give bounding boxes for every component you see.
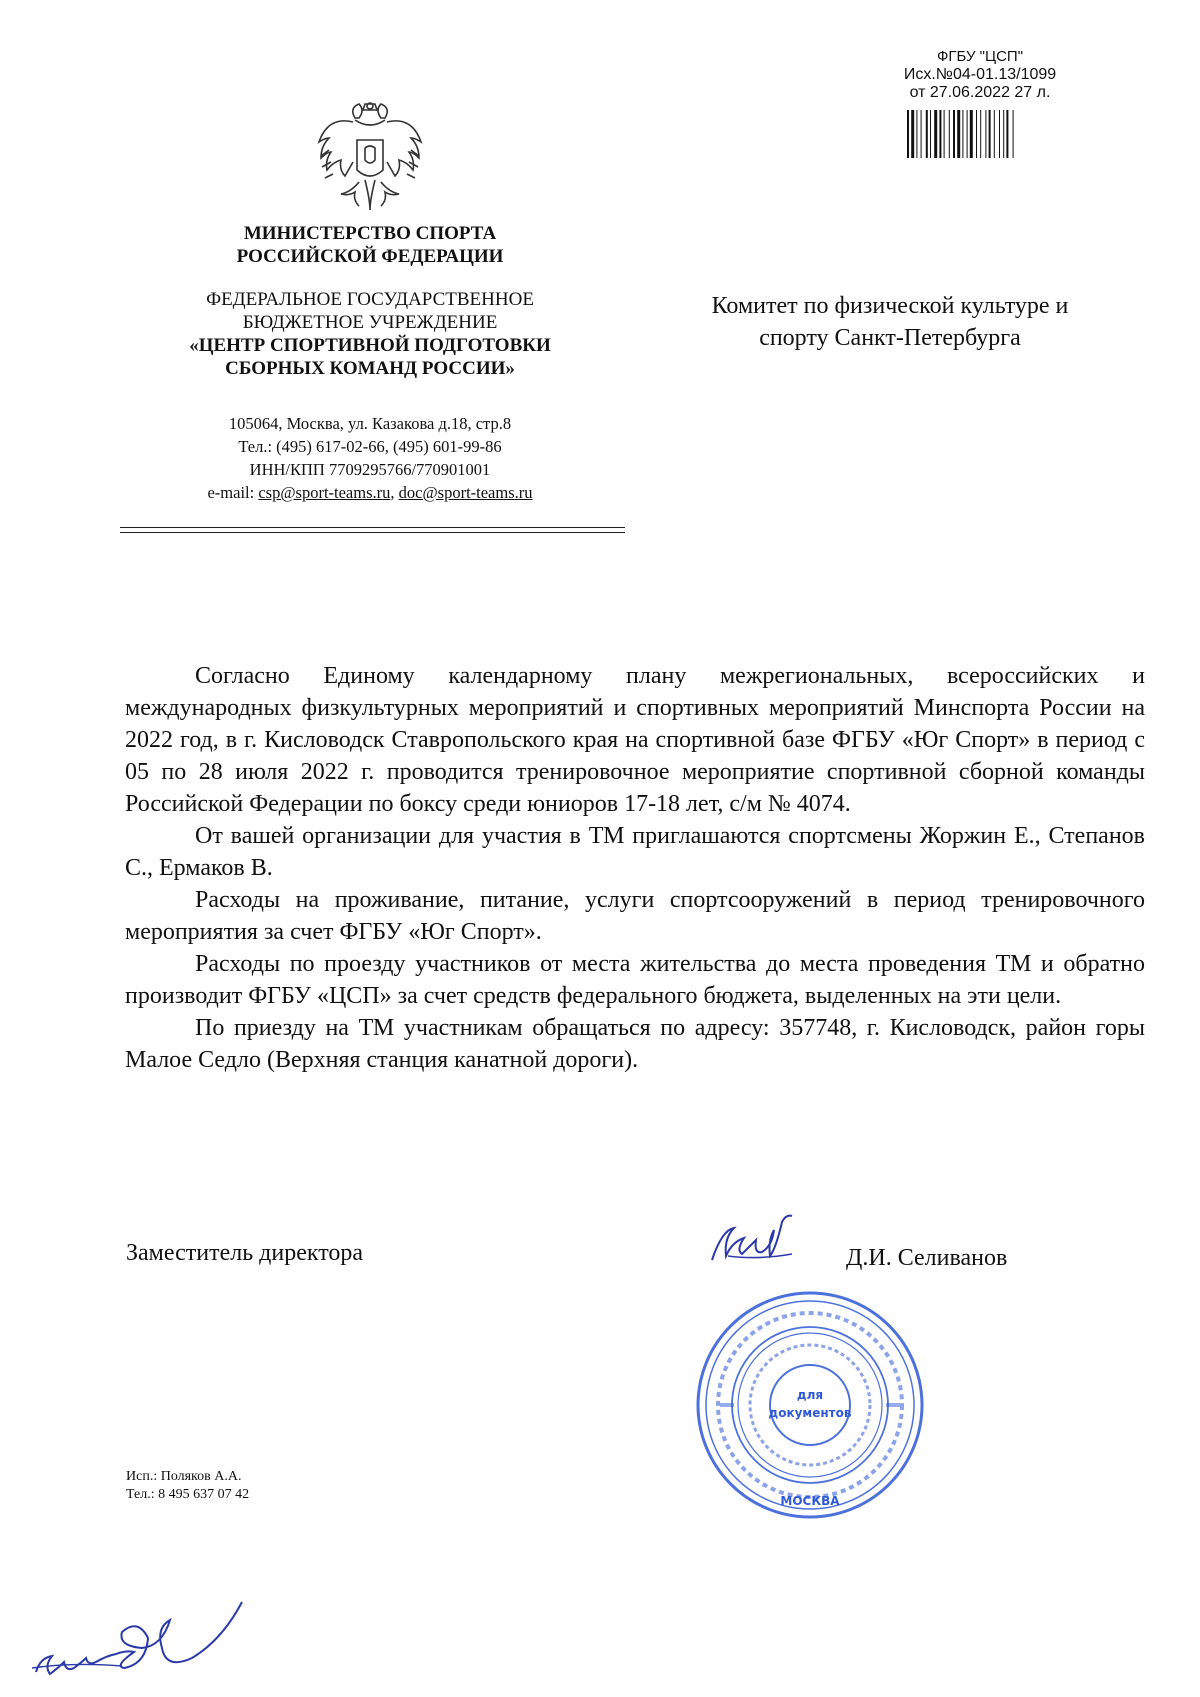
body-paragraph: От вашей организации для участия в ТМ приглашаются спортсмены Жоржин Е., Степанов С., Ермаков В. bbox=[125, 823, 1145, 881]
barcode-bar bbox=[967, 110, 968, 158]
barcode-bar bbox=[953, 110, 955, 158]
barcode-bar bbox=[957, 110, 960, 158]
barcode-bar bbox=[980, 110, 981, 158]
ministry-line: МИНИСТЕРСТВО СПОРТА bbox=[243, 223, 497, 244]
recipient-line: спорту Санкт-Петербурга bbox=[759, 325, 1021, 351]
barcode-bar bbox=[934, 110, 937, 158]
barcode-bar bbox=[976, 110, 977, 158]
org-line: «ЦЕНТР СПОРТИВНОЙ ПОДГОТОВКИ bbox=[189, 335, 551, 356]
approval-signature-icon bbox=[30, 1598, 340, 1688]
barcode-icon bbox=[905, 110, 1055, 158]
header-divider bbox=[120, 527, 625, 528]
email-link-csp[interactable]: csp@sport-teams.ru bbox=[258, 483, 391, 502]
barcode-bar bbox=[916, 110, 917, 158]
body-paragraph: Расходы по проезду участников от места жительства до места проведения ТМ и обратно производит ФГБУ «ЦСП» за счет средств федерального бюджета, выделенных на эти цели. bbox=[125, 951, 1145, 1009]
stamp-org: ФГБУ "ЦСП" bbox=[936, 48, 1024, 65]
org-phones: Тел.: (495) 617-02-66, (495) 601-99-86 bbox=[238, 437, 502, 456]
official-seal-icon bbox=[690, 1285, 930, 1525]
body-paragraph: Согласно Единому календарному плану межрегиональных, всероссийских и международных физкультурных мероприятий и спортивных мероприятий Минспорта России на 2022 год, в г. Кисловодск Ставропольского края на спортивной базе ФГБУ «Юг Спорт» в период с 05 по 28 июля 2022 г. проводится тренировочное мероприятие спортивной сборной команды Российской Федерации по боксу среди юниоров 17-18 лет, с/м № 4074. bbox=[125, 663, 1145, 817]
org-email bbox=[150, 481, 590, 504]
seal-bottom-text: МОСКВА bbox=[780, 1494, 840, 1508]
stamp-date: от 27.06.2022 27 л. bbox=[909, 84, 1051, 101]
header-divider bbox=[120, 532, 625, 533]
stamp-out-number: Исх.№04-01.13/1099 bbox=[903, 66, 1057, 83]
body-paragraph: По приезду на ТМ участникам обращаться по адресу: 357748, г. Кисловодск, район горы Малое Седло (Верхняя станция канатной дороги). bbox=[125, 1015, 1145, 1073]
executor-name: Исп.: Поляков А.А. bbox=[126, 1469, 242, 1484]
org-contacts bbox=[150, 412, 590, 504]
recipient-line: Комитет по физической культуре и bbox=[711, 293, 1069, 319]
body-paragraph: Расходы на проживание, питание, услуги спортсооружений в период тренировочного мероприятия за счет ФГБУ «Юг Спорт». bbox=[125, 887, 1145, 945]
signer-name: Д.И. Селиванов bbox=[846, 1245, 1008, 1271]
org-address: 105064, Москва, ул. Казакова д.18, стр.8 bbox=[228, 414, 512, 433]
barcode-bar bbox=[939, 110, 941, 158]
barcode-bar bbox=[926, 110, 928, 158]
barcode-bar bbox=[944, 110, 945, 158]
signer-position: Заместитель директора bbox=[126, 1240, 364, 1266]
barcode-bar bbox=[921, 110, 922, 158]
org-line: ФЕДЕРАЛЬНОЕ ГОСУДАРСТВЕННОЕ bbox=[206, 289, 534, 310]
handwritten-signature-icon bbox=[708, 1210, 818, 1275]
seal-center-text: документов bbox=[768, 1406, 852, 1420]
seal-center-text: для bbox=[796, 1388, 824, 1402]
letter-body bbox=[125, 660, 1145, 1076]
email-label: e-mail: bbox=[207, 483, 255, 502]
coat-of-arms-icon bbox=[315, 100, 425, 216]
barcode-bar bbox=[1006, 110, 1008, 158]
org-inn: ИНН/КПП 7709295766/770901001 bbox=[249, 460, 491, 479]
barcode-bar bbox=[911, 110, 914, 158]
barcode-bar bbox=[999, 110, 1000, 158]
recipient-block bbox=[660, 290, 1120, 354]
org-line: БЮДЖЕТНОЕ УЧРЕЖДЕНИЕ bbox=[242, 312, 498, 333]
barcode-bar bbox=[989, 110, 991, 158]
executor-info bbox=[126, 1468, 249, 1504]
barcode-bar bbox=[930, 110, 931, 158]
email-separator: , bbox=[390, 483, 395, 502]
organization-name bbox=[150, 288, 590, 380]
barcode-bar bbox=[949, 110, 950, 158]
barcode-bar bbox=[1013, 110, 1014, 158]
barcode-bar bbox=[962, 110, 963, 158]
barcode-bar bbox=[970, 110, 973, 158]
executor-phone: Тел.: 8 495 637 07 42 bbox=[126, 1487, 250, 1502]
barcode-bar bbox=[1003, 110, 1004, 158]
org-line: СБОРНЫХ КОМАНД РОССИИ» bbox=[225, 358, 515, 379]
ministry-line: РОССИЙСКОЙ ФЕДЕРАЦИИ bbox=[236, 246, 504, 267]
barcode-bar bbox=[985, 110, 986, 158]
barcode-bar bbox=[994, 110, 995, 158]
email-link-doc[interactable]: doc@sport-teams.ru bbox=[398, 483, 533, 502]
ministry-heading bbox=[180, 222, 560, 268]
barcode-bar bbox=[907, 110, 909, 158]
registration-stamp bbox=[860, 48, 1100, 158]
